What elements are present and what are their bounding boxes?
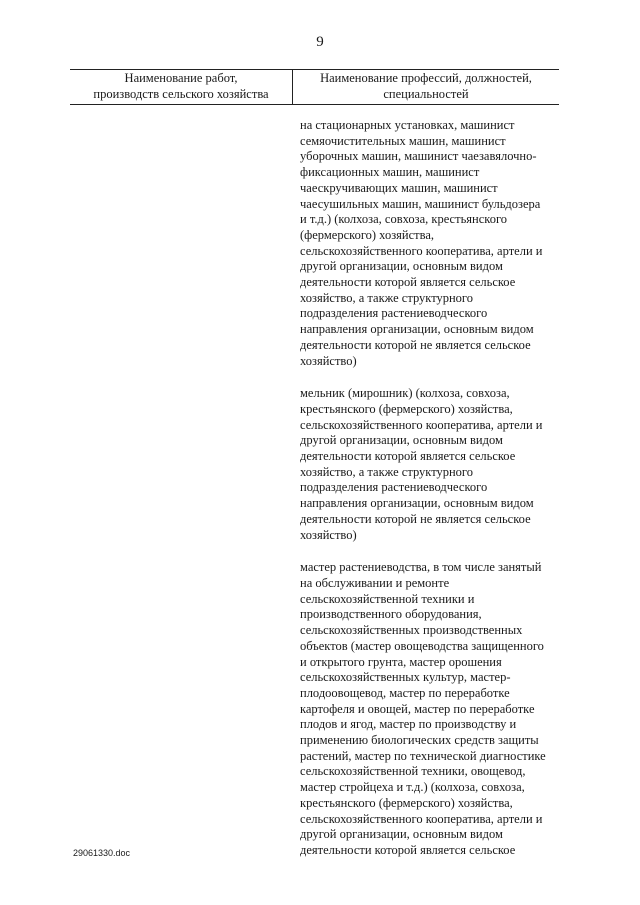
entry-line: сельскохозяйственной техники и [300,591,475,606]
entry-line: хозяйство) [300,353,357,368]
entry-line: хозяйство, а также структурного [300,464,473,479]
profession-entry [300,118,560,369]
entry-line: на обслуживании и ремонте [300,575,450,590]
entry-line: направления организации, основным видом [300,322,534,337]
entry-line: чаесушильных машин, машинист бульдозера [300,196,541,211]
entry-line: крестьянского (фермерского) хозяйства, [300,401,513,416]
entry-line: производственного оборудования, [300,607,482,622]
entry-line: семяочистительных машин, машинист [300,133,506,148]
professions-list [300,118,560,876]
entry-line: другой организации, основным видом [300,433,503,448]
entry-line: сельскохозяйственной техники, овощевод, [300,764,526,779]
entry-line: и т.д.) (колхоза, совхоза, крестьянского [300,212,508,227]
entry-line: (фермерского) хозяйства, [300,227,434,242]
entry-line: мастер стройцеха и т.д.) (колхоза, совхоза, [300,780,525,795]
entry-line: крестьянского (фермерского) хозяйства, [300,795,513,810]
entry-line: фиксационных машин, машинист [300,165,480,180]
header-line: Наименование профессий, должностей, [320,71,532,85]
entry-line: применению биологических средств защиты [300,733,539,748]
entry-line: деятельности которой не является сельское [300,337,531,352]
entry-line: подразделения растениеводческого [300,306,488,321]
entry-line: мастер растениеводства, в том числе занятый [300,560,542,575]
entry-line: мельник (мирошник) (колхоза, совхоза, [300,386,510,401]
entry-line: плодоовощевод, мастер по переработке [300,685,510,700]
entry-line: сельскохозяйственного кооператива, артели и [300,243,543,258]
entry-line: направления организации, основным видом [300,496,534,511]
entry-line: сельскохозяйственных культур, мастер- [300,670,511,685]
header-professions-column [293,71,559,102]
entry-line: объектов (мастер овощеводства защищенного [300,638,544,653]
entry-line: хозяйство) [300,527,357,542]
entry-line: сельскохозяйственного кооператива, артели и [300,811,543,826]
entry-line: сельскохозяйственных производственных [300,623,523,638]
header-line: производств сельского хозяйства [93,86,269,101]
entry-line: подразделения растениеводческого [300,480,488,495]
entry-line: и открытого грунта, мастер орошения [300,654,502,669]
footer-filename: 29061330.doc [73,848,131,858]
entry-line: растений, мастер по технической диагностике [300,748,546,763]
entry-line: другой организации, основным видом [300,827,503,842]
profession-entry [300,560,560,858]
entry-line: деятельности которой является сельское [300,449,516,464]
entry-line: деятельности которой является сельское [300,842,516,857]
profession-entry [300,386,560,543]
header-line: специальностей [383,86,469,101]
entry-line: деятельности которой является сельское [300,275,516,290]
entry-line: на стационарных установках, машинист [300,118,515,132]
header-works-column [70,71,292,102]
entry-line: сельскохозяйственного кооператива, артели и [300,417,543,432]
entry-line: другой организации, основным видом [300,259,503,274]
entry-line: деятельности которой не является сельское [300,511,531,526]
table-header [70,69,559,105]
entry-line: чаескручивающих машин, машинист [300,180,498,195]
header-line: Наименование работ, [124,71,238,85]
entry-line: уборочных машин, машинист чаезавялочно- [300,149,537,164]
entry-line: картофеля и овощей, мастер по переработке [300,701,535,716]
page-number: 9 [316,34,324,50]
entry-line: хозяйство, а также структурного [300,290,473,305]
entry-line: плодов и ягод, мастер по производству и [300,717,517,732]
